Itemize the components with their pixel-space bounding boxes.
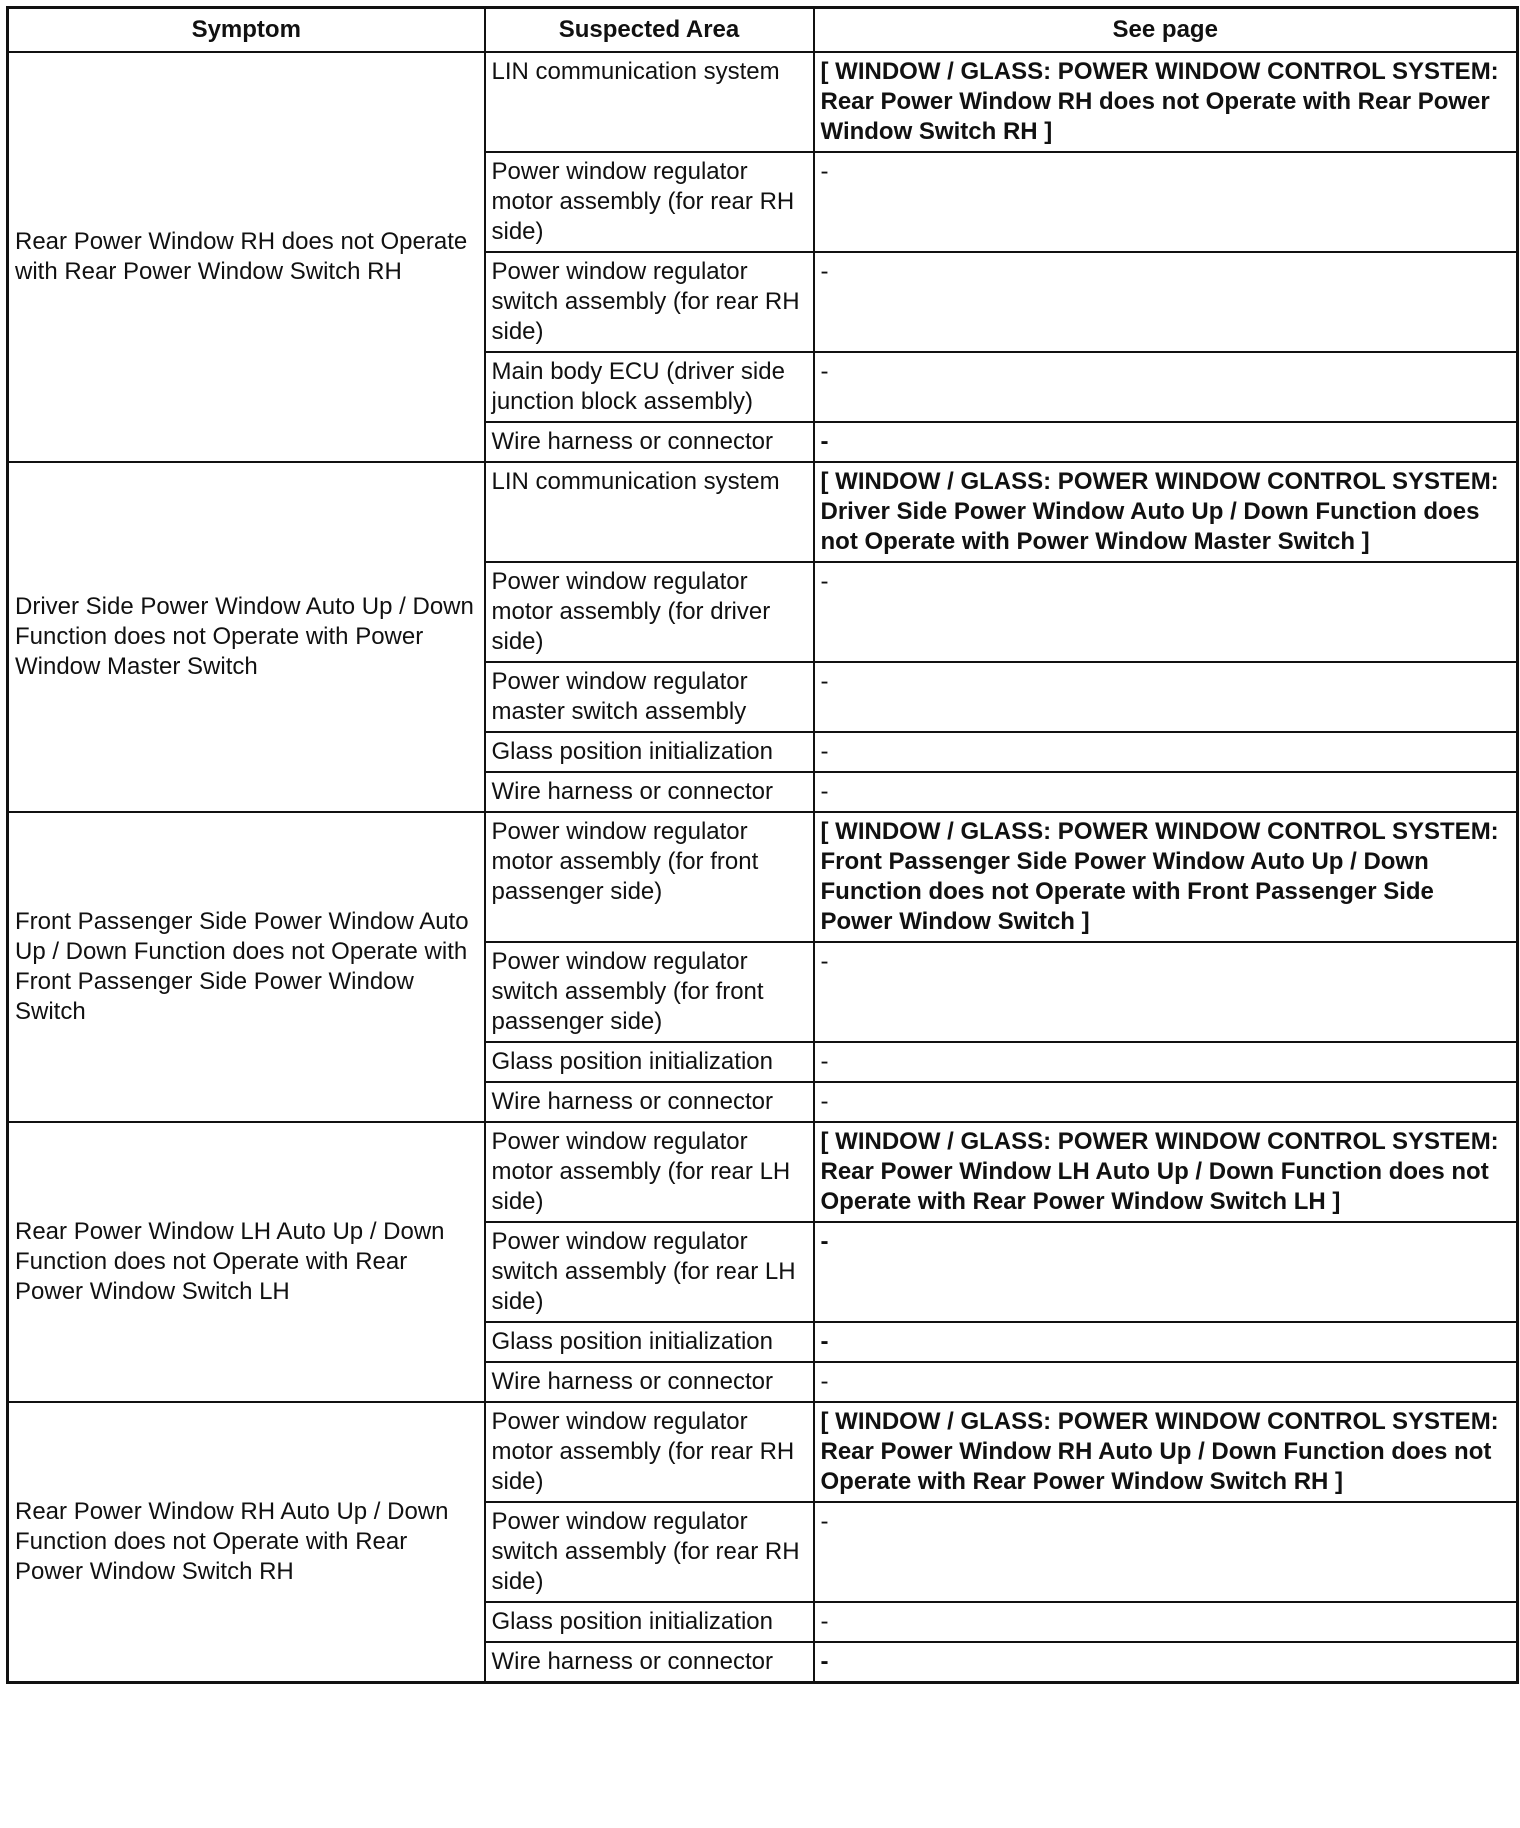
suspected-area-cell: Glass position initialization bbox=[485, 732, 814, 772]
symptom-cell: Driver Side Power Window Auto Up / Down Function does not Operate with Power Window Master Switch bbox=[8, 462, 485, 812]
suspected-area-cell: Main body ECU (driver side junction block assembly) bbox=[485, 352, 814, 422]
troubleshooting-table bbox=[6, 6, 1519, 1684]
suspected-area-cell: Glass position initialization bbox=[485, 1602, 814, 1642]
see-page-reference-link[interactable]: [ WINDOW / GLASS: POWER WINDOW CONTROL SYSTEM: Rear Power Window RH Auto Up / Down Function does not Operate with Rear Power Window Switch RH ] bbox=[814, 1402, 1518, 1502]
suspected-area-cell: Wire harness or connector bbox=[485, 422, 814, 462]
symptom-cell: Rear Power Window RH Auto Up / Down Function does not Operate with Rear Power Window Switch RH bbox=[8, 1402, 485, 1683]
suspected-area-cell: Wire harness or connector bbox=[485, 1642, 814, 1683]
header-see-page: See page bbox=[814, 8, 1518, 53]
table-row bbox=[8, 1402, 1518, 1502]
table-body bbox=[8, 52, 1518, 1683]
suspected-area-cell: Power window regulator motor assembly (for rear LH side) bbox=[485, 1122, 814, 1222]
see-page-cell: - bbox=[814, 1502, 1518, 1602]
see-page-cell: - bbox=[814, 422, 1518, 462]
suspected-area-cell: Glass position initialization bbox=[485, 1042, 814, 1082]
see-page-cell: - bbox=[814, 1322, 1518, 1362]
see-page-cell: - bbox=[814, 1362, 1518, 1402]
suspected-area-cell: Wire harness or connector bbox=[485, 1362, 814, 1402]
suspected-area-cell: Power window regulator master switch assembly bbox=[485, 662, 814, 732]
see-page-reference-link[interactable]: [ WINDOW / GLASS: POWER WINDOW CONTROL SYSTEM: Front Passenger Side Power Window Auto Up / Down Function does not Operate with Front Passenger Side Power Window Switch ] bbox=[814, 812, 1518, 942]
suspected-area-cell: Power window regulator motor assembly (for rear RH side) bbox=[485, 152, 814, 252]
table-row bbox=[8, 1122, 1518, 1222]
table-row bbox=[8, 462, 1518, 562]
symptom-cell: Rear Power Window LH Auto Up / Down Function does not Operate with Rear Power Window Switch LH bbox=[8, 1122, 485, 1402]
see-page-reference-link[interactable]: [ WINDOW / GLASS: POWER WINDOW CONTROL SYSTEM: Rear Power Window RH does not Operate with Rear Power Window Switch RH ] bbox=[814, 52, 1518, 152]
header-symptom: Symptom bbox=[8, 8, 485, 53]
suspected-area-cell: Power window regulator motor assembly (for front passenger side) bbox=[485, 812, 814, 942]
see-page-reference-link[interactable]: [ WINDOW / GLASS: POWER WINDOW CONTROL SYSTEM: Rear Power Window LH Auto Up / Down Function does not Operate with Rear Power Window Switch LH ] bbox=[814, 1122, 1518, 1222]
see-page-cell: - bbox=[814, 1042, 1518, 1082]
suspected-area-cell: LIN communication system bbox=[485, 462, 814, 562]
suspected-area-cell: Power window regulator switch assembly (for rear RH side) bbox=[485, 1502, 814, 1602]
suspected-area-cell: Power window regulator motor assembly (for driver side) bbox=[485, 562, 814, 662]
see-page-cell: - bbox=[814, 562, 1518, 662]
header-row bbox=[8, 8, 1518, 53]
suspected-area-cell: Wire harness or connector bbox=[485, 772, 814, 812]
see-page-cell: - bbox=[814, 1602, 1518, 1642]
see-page-cell: - bbox=[814, 152, 1518, 252]
table-row bbox=[8, 812, 1518, 942]
see-page-cell: - bbox=[814, 1642, 1518, 1683]
suspected-area-cell: Wire harness or connector bbox=[485, 1082, 814, 1122]
suspected-area-cell: LIN communication system bbox=[485, 52, 814, 152]
see-page-cell: - bbox=[814, 662, 1518, 732]
suspected-area-cell: Power window regulator motor assembly (for rear RH side) bbox=[485, 1402, 814, 1502]
header-suspected-area: Suspected Area bbox=[485, 8, 814, 53]
symptom-cell: Front Passenger Side Power Window Auto Up / Down Function does not Operate with Front Passenger Side Power Window Switch bbox=[8, 812, 485, 1122]
table-row bbox=[8, 52, 1518, 152]
see-page-cell: - bbox=[814, 732, 1518, 772]
suspected-area-cell: Power window regulator switch assembly (for rear RH side) bbox=[485, 252, 814, 352]
see-page-cell: - bbox=[814, 772, 1518, 812]
see-page-cell: - bbox=[814, 352, 1518, 422]
see-page-cell: - bbox=[814, 1222, 1518, 1322]
suspected-area-cell: Power window regulator switch assembly (for front passenger side) bbox=[485, 942, 814, 1042]
suspected-area-cell: Power window regulator switch assembly (for rear LH side) bbox=[485, 1222, 814, 1322]
symptom-cell: Rear Power Window RH does not Operate with Rear Power Window Switch RH bbox=[8, 52, 485, 462]
see-page-reference-link[interactable]: [ WINDOW / GLASS: POWER WINDOW CONTROL SYSTEM: Driver Side Power Window Auto Up / Down Function does not Operate with Power Window Master Switch ] bbox=[814, 462, 1518, 562]
suspected-area-cell: Glass position initialization bbox=[485, 1322, 814, 1362]
see-page-cell: - bbox=[814, 1082, 1518, 1122]
see-page-cell: - bbox=[814, 942, 1518, 1042]
see-page-cell: - bbox=[814, 252, 1518, 352]
